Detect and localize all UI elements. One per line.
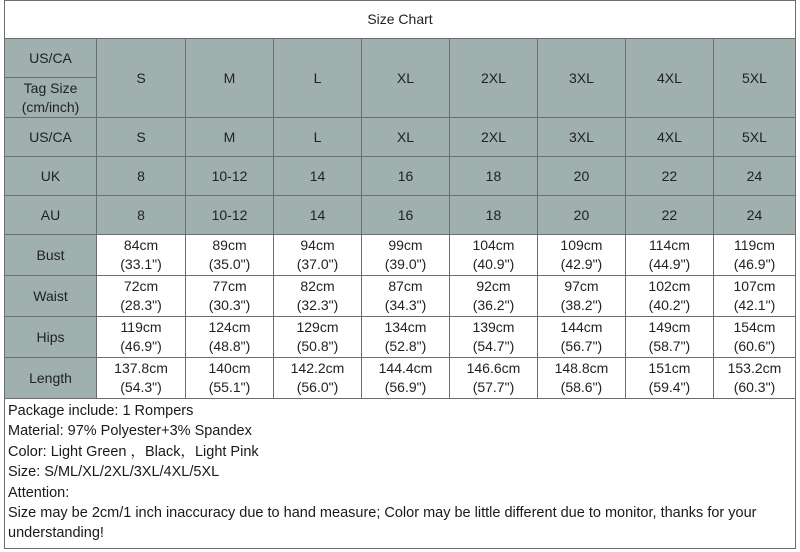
table-cell: 4XL xyxy=(625,118,713,157)
inch-value: (38.2") xyxy=(560,297,603,313)
table-cell: 14 xyxy=(274,157,362,196)
cm-value: 102cm xyxy=(648,278,691,294)
header-size: S xyxy=(97,39,186,118)
table-cell: 16 xyxy=(361,157,449,196)
cm-value: 104cm xyxy=(472,237,515,253)
inch-value: (42.1") xyxy=(733,297,776,313)
cm-value: 119cm xyxy=(120,319,162,335)
header-size: 2XL xyxy=(449,39,537,118)
cm-value: 89cm xyxy=(212,237,247,253)
table-cell: 5XL xyxy=(713,118,795,157)
attention-label: Attention: xyxy=(8,484,70,501)
table-cell xyxy=(625,358,713,399)
table-cell: L xyxy=(274,118,362,157)
table-row xyxy=(5,235,796,276)
product-notes xyxy=(4,399,796,549)
table-cell xyxy=(449,317,537,358)
cm-value: 134cm xyxy=(384,319,427,335)
chart-title: Size Chart xyxy=(5,1,796,39)
cm-value: 129cm xyxy=(296,319,339,335)
table-cell xyxy=(361,235,449,276)
table-cell xyxy=(625,276,713,317)
inch-value: (58.6") xyxy=(560,379,603,395)
cm-value: 99cm xyxy=(388,237,423,253)
row-label: Waist xyxy=(5,276,97,317)
table-cell xyxy=(537,358,625,399)
cm-value: 137.8cm xyxy=(114,360,168,376)
table-cell: 8 xyxy=(97,157,186,196)
table-cell: 8 xyxy=(97,196,186,235)
table-row xyxy=(5,276,796,317)
inch-value: (37.0") xyxy=(296,256,339,272)
cm-value: 139cm xyxy=(472,319,515,335)
row-label: AU xyxy=(5,196,97,235)
table-cell: 20 xyxy=(537,196,625,235)
table-cell xyxy=(274,358,362,399)
header-size: XL xyxy=(361,39,449,118)
size-note: Size: S/ML/XL/2XL/3XL/4XL/5XL xyxy=(8,464,220,481)
table-cell: 14 xyxy=(274,196,362,235)
inch-value: (52.8") xyxy=(384,338,427,354)
table-cell: S xyxy=(97,118,186,157)
table-cell: 2XL xyxy=(449,118,537,157)
table-cell xyxy=(274,276,362,317)
cm-value: 124cm xyxy=(208,319,251,335)
table-cell: M xyxy=(186,118,274,157)
inch-value: (30.3") xyxy=(208,297,251,313)
cm-value: 144.4cm xyxy=(378,360,433,376)
table-cell xyxy=(97,358,186,399)
table-cell: 24 xyxy=(713,196,795,235)
table-cell xyxy=(537,317,625,358)
cm-value: 72cm xyxy=(123,278,159,294)
table-cell: 24 xyxy=(713,157,795,196)
inch-value: (40.2") xyxy=(648,297,691,313)
table-row xyxy=(5,157,796,196)
header-label-us: US/CA xyxy=(5,39,97,78)
header-row-top xyxy=(5,39,796,78)
table-row xyxy=(5,196,796,235)
cm-value: 77cm xyxy=(212,278,247,294)
table-cell: 16 xyxy=(361,196,449,235)
table-cell xyxy=(97,276,186,317)
row-label: Length xyxy=(5,358,97,399)
header-label-tag-size xyxy=(5,78,97,118)
inch-value: (54.7") xyxy=(472,338,515,354)
table-cell: 22 xyxy=(625,196,713,235)
cm-value: 94cm xyxy=(300,237,335,253)
table-cell xyxy=(361,276,449,317)
cm-value: 92cm xyxy=(476,278,511,294)
inch-value: (57.7") xyxy=(472,379,515,395)
inch-value: (39.0") xyxy=(384,256,427,272)
table-cell xyxy=(537,276,625,317)
unit-label: (cm/inch) xyxy=(21,98,80,115)
cm-value: 148.8cm xyxy=(554,360,609,376)
disclaimer-note: Size may be 2cm/1 inch inaccuracy due to hand measure; Color may be little different due to monitor, thanks for your understanding! xyxy=(8,505,757,542)
cm-value: 149cm xyxy=(648,319,691,335)
cm-value: 87cm xyxy=(388,278,423,294)
cm-value: 142.2cm xyxy=(290,360,345,376)
cm-value: 154cm xyxy=(733,319,776,335)
cm-value: 146.6cm xyxy=(466,360,521,376)
table-cell: 22 xyxy=(625,157,713,196)
table-cell xyxy=(97,235,186,276)
package-note: Package include: 1 Rompers xyxy=(8,403,194,419)
cm-value: 151cm xyxy=(648,360,691,376)
table-cell: 10-12 xyxy=(186,157,274,196)
table-cell xyxy=(449,276,537,317)
row-label: US/CA xyxy=(5,118,97,157)
cm-value: 84cm xyxy=(123,237,159,253)
cm-value: 109cm xyxy=(560,237,603,253)
cm-value: 140cm xyxy=(208,360,251,376)
cm-value: 107cm xyxy=(733,278,776,294)
cm-value: 82cm xyxy=(300,278,335,294)
row-label: Bust xyxy=(5,235,97,276)
table-cell: 3XL xyxy=(537,118,625,157)
cm-value: 114cm xyxy=(648,237,690,253)
table-cell xyxy=(186,276,274,317)
table-cell xyxy=(713,276,795,317)
table-cell: XL xyxy=(361,118,449,157)
table-cell xyxy=(713,235,795,276)
inch-value: (28.3") xyxy=(120,297,162,313)
color-note: Color: Light Green ，Black，Light Pink xyxy=(8,443,259,460)
table-cell xyxy=(625,235,713,276)
table-cell xyxy=(361,317,449,358)
inch-value: (60.3") xyxy=(733,379,776,395)
inch-value: (56.7") xyxy=(560,338,603,354)
header-size: 3XL xyxy=(537,39,625,118)
header-size: 4XL xyxy=(625,39,713,118)
inch-value: (55.1") xyxy=(208,379,251,395)
inch-value: (60.6") xyxy=(733,338,776,354)
inch-value: (48.8") xyxy=(208,338,251,354)
header-size: 5XL xyxy=(713,39,795,118)
inch-value: (32.3") xyxy=(296,297,339,313)
table-cell xyxy=(186,358,274,399)
size-chart xyxy=(4,0,796,549)
inch-value: (35.0") xyxy=(208,256,251,272)
table-row xyxy=(5,358,796,399)
table-cell xyxy=(186,317,274,358)
table-cell xyxy=(449,358,537,399)
row-label: UK xyxy=(5,157,97,196)
table-cell: 20 xyxy=(537,157,625,196)
row-label: Hips xyxy=(5,317,97,358)
table-cell: 18 xyxy=(449,196,537,235)
inch-value: (33.1") xyxy=(120,256,162,272)
table-cell xyxy=(713,358,795,399)
inch-value: (50.8") xyxy=(296,338,339,354)
table-cell xyxy=(625,317,713,358)
header-size: M xyxy=(186,39,274,118)
inch-value: (59.4") xyxy=(648,379,691,395)
table-cell xyxy=(274,235,362,276)
cm-value: 144cm xyxy=(560,319,603,335)
tag-size-label: Tag Size xyxy=(23,79,78,96)
inch-value: (36.2") xyxy=(472,297,515,313)
inch-value: (34.3") xyxy=(384,297,427,313)
header-size: L xyxy=(274,39,362,118)
cm-value: 153.2cm xyxy=(727,360,782,376)
inch-value: (44.9") xyxy=(648,256,691,272)
inch-value: (46.9") xyxy=(733,256,776,272)
inch-value: (56.0") xyxy=(296,379,339,395)
inch-value: (42.9") xyxy=(560,256,603,272)
cm-value: 119cm xyxy=(733,237,775,253)
size-chart-table xyxy=(4,0,796,399)
material-note: Material: 97% Polyester+3% Spandex xyxy=(8,423,252,440)
inch-value: (54.3") xyxy=(120,379,162,395)
table-cell: 10-12 xyxy=(186,196,274,235)
table-cell xyxy=(713,317,795,358)
inch-value: (46.9") xyxy=(120,338,162,354)
inch-value: (56.9") xyxy=(384,379,427,395)
inch-value: (40.9") xyxy=(472,256,515,272)
table-row xyxy=(5,118,796,157)
table-cell xyxy=(274,317,362,358)
table-cell xyxy=(537,235,625,276)
table-cell xyxy=(361,358,449,399)
cm-value: 97cm xyxy=(564,278,599,294)
inch-value: (58.7") xyxy=(648,338,691,354)
table-row xyxy=(5,317,796,358)
table-cell: 18 xyxy=(449,157,537,196)
table-cell xyxy=(186,235,274,276)
table-cell xyxy=(97,317,186,358)
table-cell xyxy=(449,235,537,276)
